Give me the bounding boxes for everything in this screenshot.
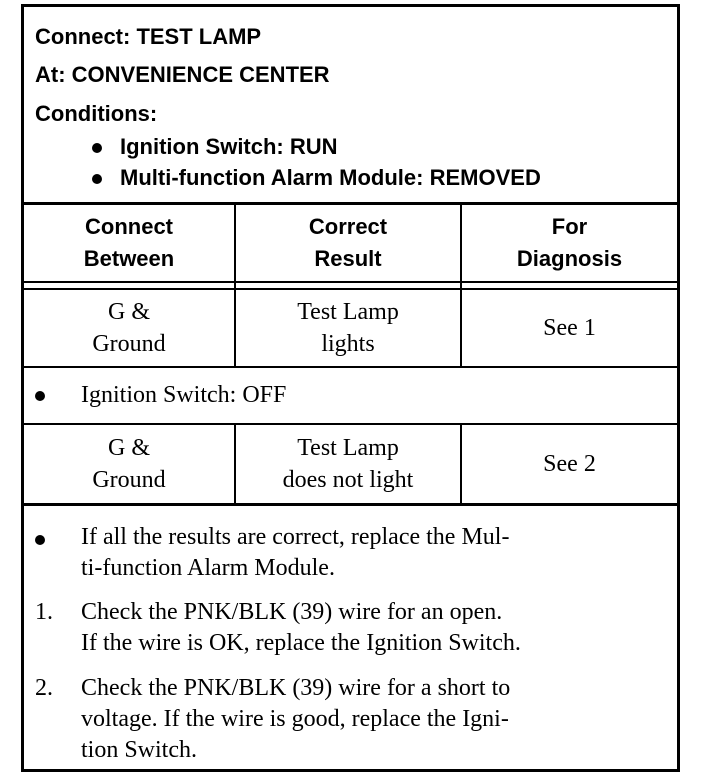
connect-line: Connect: TEST LAMP <box>35 24 262 49</box>
row-1-connect-between: G & Ground <box>92 299 166 357</box>
row-divider <box>24 366 677 368</box>
bullet-icon <box>35 391 45 401</box>
notes-divider <box>24 503 677 506</box>
test-header <box>24 7 677 202</box>
note-2: Check the PNK/BLK (39) wire for a short to voltage. If the wire is good, replace the Igni- tion Switch. <box>81 675 511 763</box>
row-2-diagnosis: See 2 <box>543 451 596 477</box>
conditions-title: Conditions: <box>35 101 158 126</box>
row-1-correct-result: Test Lamp lights <box>297 299 399 357</box>
column-header-for-diagnosis: For Diagnosis <box>516 214 623 271</box>
note-1: Check the PNK/BLK (39) wire for an open. If the wire is OK, replace the Ignition Switch. <box>81 599 521 656</box>
diagnostic-chart <box>21 4 680 772</box>
condition-ignition-off: Ignition Switch: OFF <box>81 382 287 408</box>
bullet-icon <box>92 174 102 184</box>
column-header-rule-top <box>24 281 677 283</box>
bullet-icon <box>35 535 45 545</box>
row-2-correct-result: Test Lamp does not light <box>282 435 414 493</box>
row-1-diagnosis: See 1 <box>543 315 596 341</box>
note-all-correct: If all the results are correct, replace the Mul- ti-function Alarm Module. <box>81 524 510 581</box>
location-line: At: CONVENIENCE CENTER <box>35 62 330 87</box>
condition-module-removed: Multi-function Alarm Module: REMOVED <box>120 165 541 190</box>
row-2-connect-between: G & Ground <box>92 435 166 493</box>
column-header-correct-result: Correct Result <box>308 214 388 271</box>
note-number: 1. <box>35 599 53 625</box>
note-number: 2. <box>35 675 53 701</box>
condition-ignition-run: Ignition Switch: RUN <box>120 134 338 159</box>
column-header-connect-between: Connect Between <box>83 214 175 271</box>
bullet-icon <box>92 143 102 153</box>
